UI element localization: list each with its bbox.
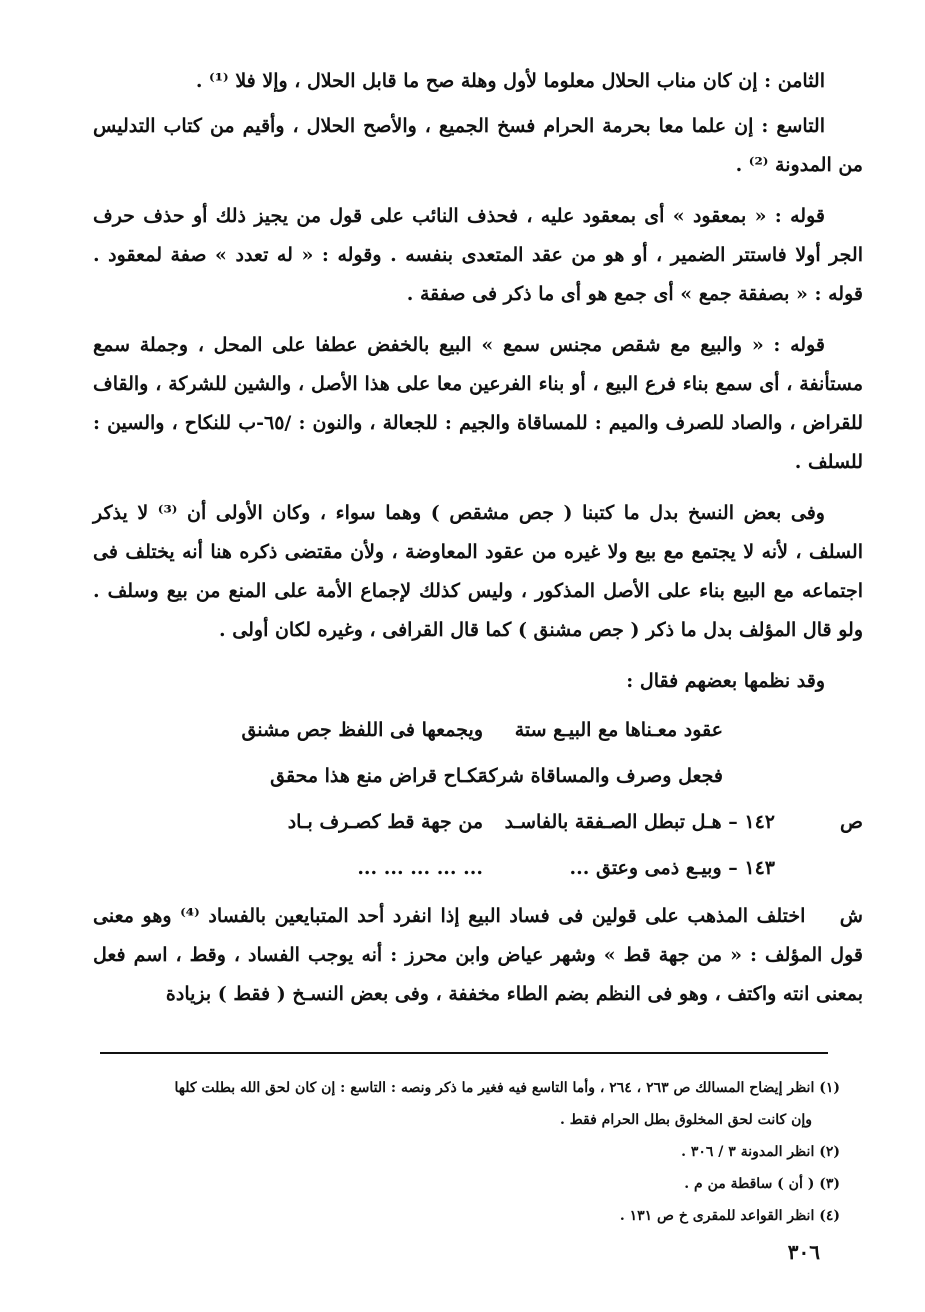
footnote-4: (٤) انظر القواعد للمقرى خ ص ١٣١ .	[619, 1208, 840, 1224]
paragraph-eighth: الثامن : إن كان مناب الحلال معلوما لأول وهلة صح ما قابل الحلال ، وإلا فلا ⁽¹⁾ .	[195, 70, 825, 92]
page-number: ٣٠٦	[787, 1240, 820, 1264]
footnotes	[65, 1072, 840, 1232]
footnote-3: (٣) ( أن ) ساقطة من م .	[684, 1176, 840, 1192]
verse-hemistich-first: ١٤٢ – هـل تبطل الصـفقة بالفاسـد	[504, 811, 775, 833]
paragraph-shiqs: قوله : « والبيع مع شقص مجنس سمع » البيع بالخفض عطفا على المحل ، وجملة سمع مستأنفة ، أى سمع بناء فرع البيع ، أو بناء الفرعين معا على هذا الأصل ، والشين للشركة ، والقاف للقراض ، والصاد للصرف والميم : للمساقاة والجيم : للجعالة ، والنون : /٦٥-ب للنكاح ، والسين : للسلف .	[93, 334, 863, 473]
poem-verse	[93, 845, 863, 891]
commentary-block	[93, 897, 863, 1014]
verse-hemistich-second: من جهة قط كصـرف بـاد	[287, 811, 483, 833]
commentary-text: اختلف المذهب على قولين فى فساد البيع إذا انفرد أحد المتبايعين بالفساد ⁽⁴⁾ وهو معنى قول المؤلف : « من جهة قط » وشهر عياض وابن محرز : أنه يوجب الفساد ، وقط ، اسم فعل بمعنى انته واكتف ، وهو فى النظم بضم الطاء مخففة ، وفى بعض النسـخ ( فقط ) بزيادة	[93, 905, 863, 1005]
paragraph-nusakh: وفى بعض النسخ بدل ما كتبنا ( جص مشقص ) وهما سواء ، وكان الأولى أن ⁽³⁾ لا يذكر السلف ، لأنه لا يجتمع مع بيع ولا غيره من عقود المعاوضة ، ولأن مقتضى ذكره هنا أنه يختلف فى اجتماعه مع البيع بناء على الأصل المذكور ، وليس كذلك لإجماع الأمة على المنع من بيع وسلف . ولو قال المؤلف بدل ما ذكر ( جص مشنق ) كما قال القرافى ، وغيره لكان أولى .	[93, 502, 863, 641]
poem-block	[93, 707, 863, 891]
commentary-mark: ش	[839, 905, 863, 927]
poem-verse	[93, 753, 863, 799]
verse-hemistich-second: ... ... ... ... ...	[357, 857, 483, 879]
footnote-divider	[100, 1052, 828, 1054]
verse-hemistich-first: ١٤٣ – وبيـع ذمى وعتق ...	[569, 857, 775, 879]
paragraph-ninth: التاسع : إن علما معا بحرمة الحرام فسخ الجميع ، والأصح الحلال ، وأقيم من كتاب التدليس من المدونة ⁽²⁾ .	[93, 115, 863, 176]
footnote-continuation: وإن كانت لحق المخلوق بطل الحرام فقط .	[559, 1112, 812, 1128]
footnote-2: (٢) انظر المدونة ٣ / ٣٠٦ .	[681, 1144, 840, 1160]
footnote-text: (١) انظر إيضاح المسالك ص ٢٦٣ ، ٢٦٤ ، وأما التاسع فيه فغير ما ذكر ونصه : التاسع : إن كان لحق الله بطلت كلها	[174, 1080, 840, 1096]
paragraph-maqud: قوله : « بمعقود » أى بمعقود عليه ، فحذف النائب على قول من يجيز ذلك أو حذف حرف الجر أولا فاستتر الضمير ، أو هو من عقد المتعدى بنفسه . وقوله : « له تعدد » صفة لمعقود . قوله : « بصفقة جمع » أى جمع هو أى ما ذكر فى صفقة .	[93, 205, 863, 305]
poem-verse	[93, 707, 863, 753]
verse-hemistich-first: عقود معـناها مع البيـع ستة	[514, 719, 723, 741]
paragraph-nazm-intro: وقد نظمها بعضهم فقال :	[626, 670, 825, 692]
footnote-1	[65, 1072, 840, 1136]
verse-hemistich-first: فجعل وصرف والمساقاة شركة	[478, 765, 723, 787]
commentary-paragraph	[93, 897, 863, 1014]
poem-verse	[93, 799, 863, 845]
main-text	[93, 62, 863, 1026]
verse-mark: ص	[840, 811, 863, 833]
verse-hemistich-second: ويجمعها فى اللفظ جص مشنق	[241, 719, 483, 741]
verse-hemistich-second: نكـاح قراض منع هذا محقق	[270, 765, 483, 787]
